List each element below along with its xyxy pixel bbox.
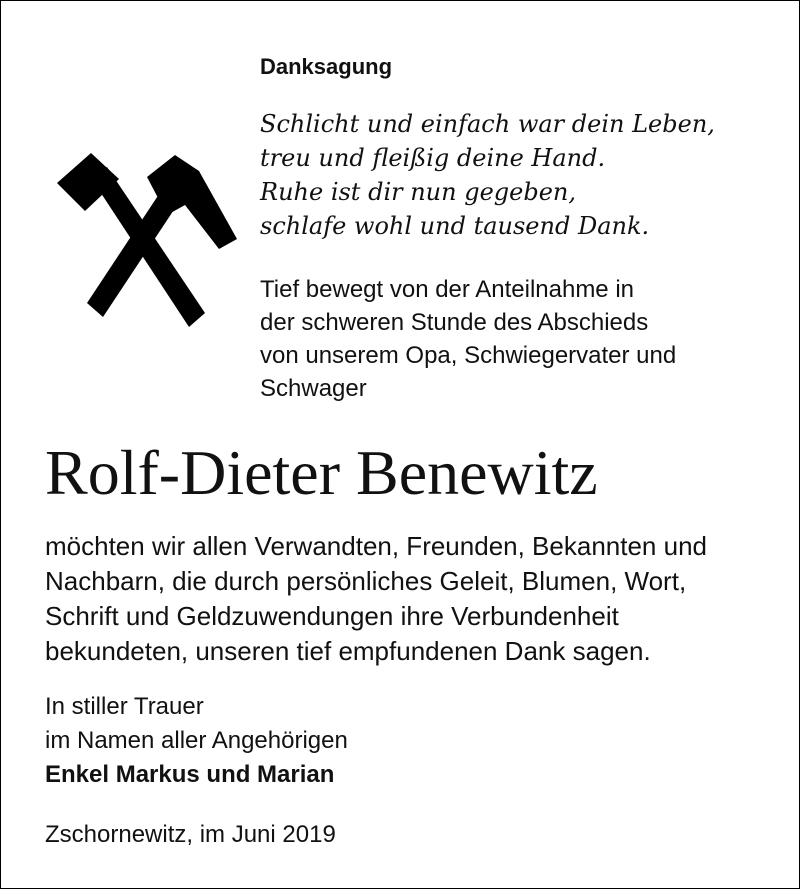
intro-text	[260, 273, 676, 405]
poem-line: schlafe wohl und tausend Dank.	[260, 212, 650, 240]
closing-block	[45, 690, 348, 792]
crossed-hammer-and-pick-icon	[49, 151, 245, 329]
intro-line: Tief bewegt von der Anteilnahme in	[260, 276, 635, 303]
deceased-name: Rolf-Dieter Benewitz	[45, 437, 598, 508]
place-date: Zschornewitz, im Juni 2019	[45, 821, 336, 848]
message-line: Nachbarn, die durch persönliches Geleit, Blumen, Wort,	[45, 566, 687, 596]
message-line: möchten wir allen Verwandten, Freunden, Bekannten und	[45, 531, 707, 561]
intro-line: Schwager	[260, 375, 367, 402]
message-line: bekundeten, unseren tief empfundenen Dank sagen.	[45, 636, 651, 666]
intro-line: von unserem Opa, Schwiegervater und	[260, 342, 677, 369]
thanks-message	[45, 529, 707, 669]
closing-line: In stiller Trauer	[45, 693, 204, 720]
poem-line: Ruhe ist dir nun gegeben,	[260, 178, 577, 206]
intro-line: der schweren Stunde des Abschieds	[260, 309, 649, 336]
closing-line: im Namen aller Angehörigen	[45, 727, 348, 754]
message-line: Schrift und Geldzuwendungen ihre Verbundenheit	[45, 601, 619, 631]
poem-line: Schlicht und einfach war dein Leben,	[260, 110, 715, 138]
signers: Enkel Markus und Marian	[45, 761, 335, 788]
heading: Danksagung	[260, 54, 393, 79]
poem-line: treu und fleißig deine Hand.	[260, 144, 606, 172]
poem	[260, 107, 715, 243]
